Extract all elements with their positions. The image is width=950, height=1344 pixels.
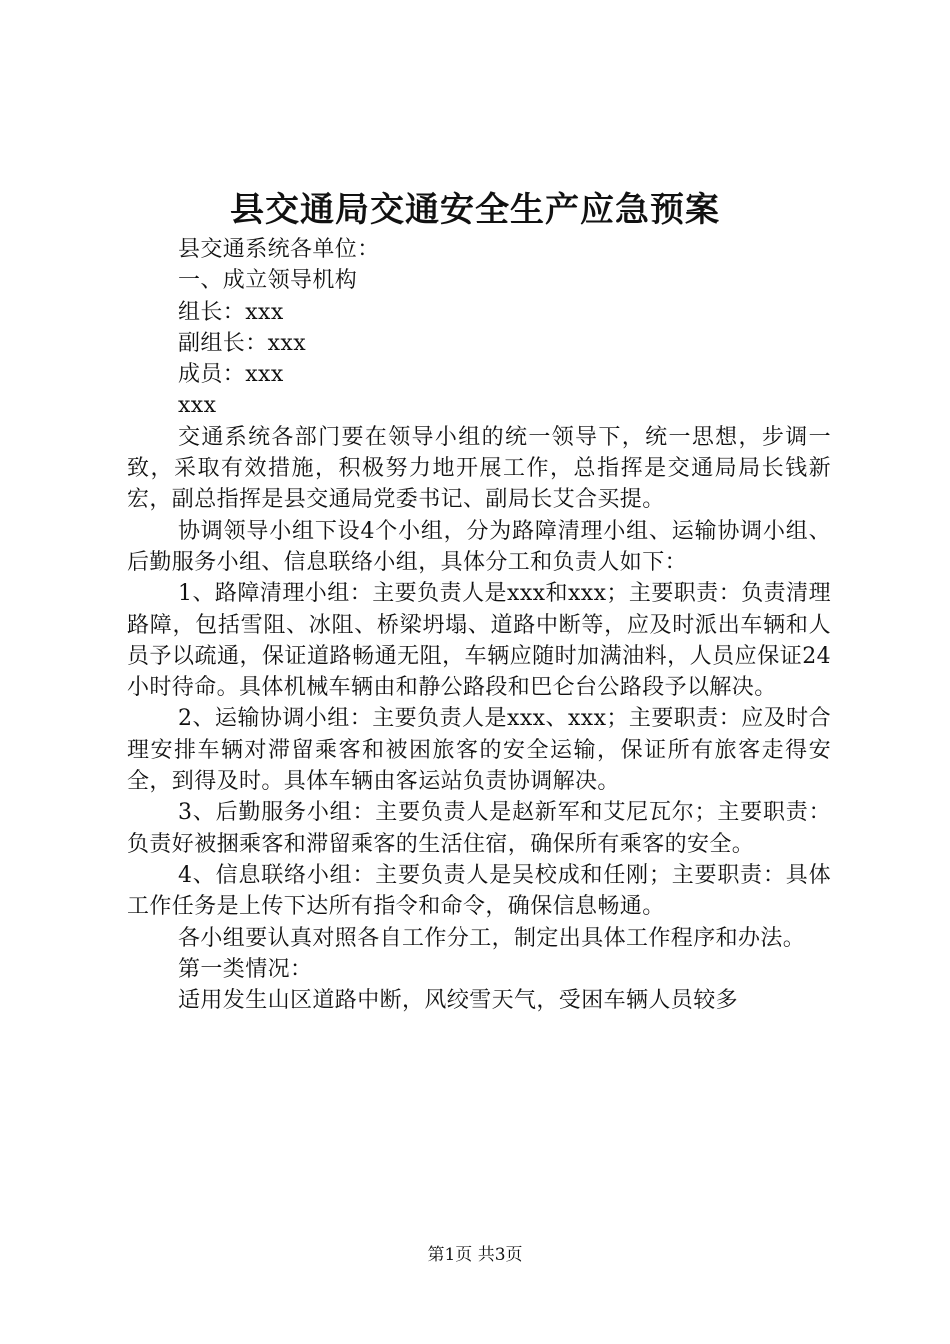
section-heading: 一、成立领导机构 bbox=[178, 268, 358, 294]
paragraph-group-1: 1、路障清理小组：主要负责人是xxx和xxx；主要职责：负责清理路障，包括雪阻、冰阻、桥梁坍塌、道路中断等，应及时派出车辆和人员予以疏通，保证道路畅通无阻，车辆应随时加满油料，人员应保证24小时待命。具体机械车辆由和静公路段和巴仑台公路段予以解决。 bbox=[127, 581, 831, 701]
document-body bbox=[127, 234, 831, 1016]
page-footer: 第1页 共3页 bbox=[427, 1245, 523, 1265]
paragraph-leadership: 交通系统各部门要在领导小组的统一领导下，统一思想，步调一致，采取有效措施，积极努力地开展工作，总指挥是交通局局长钱新宏，副总指挥是县交通局党委书记、副局长艾合买提。 bbox=[127, 424, 831, 513]
paragraph-group-4: 4、信息联络小组：主要负责人是吴校成和任刚；主要职责：具体工作任务是上传下达所有指令和命令，确保信息畅通。 bbox=[127, 862, 831, 920]
salutation: 县交通系统各单位： bbox=[178, 237, 380, 262]
paragraph-subgroups: 协调领导小组下设4个小组，分为路障清理小组、运输协调小组、后勤服务小组、信息联络小组，具体分工和负责人如下： bbox=[127, 518, 831, 575]
paragraph-case-1: 适用发生山区道路中断，风绞雪天气，受困车辆人员较多 bbox=[178, 988, 739, 1014]
paragraph-group-3: 3、后勤服务小组：主要负责人是赵新军和艾尼瓦尔；主要职责：负责好被捆乘客和滞留乘客的生活住宿，确保所有乘客的安全。 bbox=[127, 800, 831, 857]
members-continued-line: xxx bbox=[178, 393, 217, 419]
paragraph-group-2: 2、运输协调小组：主要负责人是xxx、xxx；主要职责：应及时合理安排车辆对滞留乘客和被困旅客的安全运输，保证所有旅客走得安全，到得及时。具体车辆由客运站负责协调解决。 bbox=[127, 706, 831, 795]
document-title: 县交通局交通安全生产应急预案 bbox=[230, 190, 720, 230]
leader-line: 组长：xxx bbox=[178, 299, 284, 325]
members-line: 成员：xxx bbox=[178, 362, 284, 388]
case-heading: 第一类情况： bbox=[178, 956, 313, 982]
paragraph-work-procedure: 各小组要认真对照各自工作分工，制定出具体工作程序和办法。 bbox=[178, 925, 806, 951]
deputy-leader-line: 副组长：xxx bbox=[178, 330, 307, 356]
